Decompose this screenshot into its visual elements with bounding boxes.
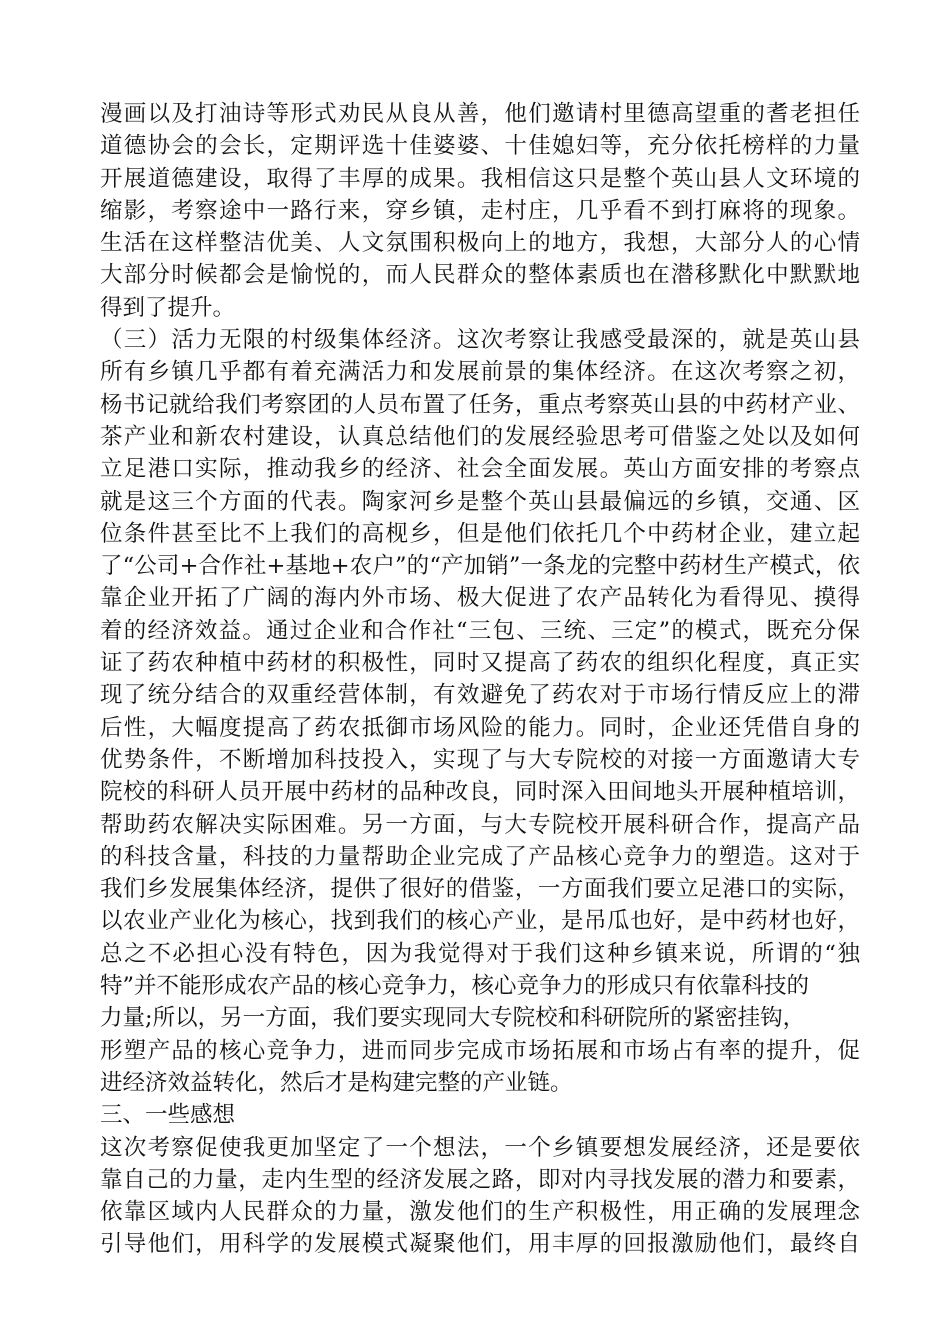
text-line: 着的经济效益。通过企业和合作社“三包、三统、三定”的模式，既充分保 (100, 617, 860, 644)
text-line: 院校的科研人员开展中药材的品种改良，同时深入田间地头开展种植培训， (100, 779, 860, 806)
text-line: 道德协会的会长，定期评选十佳婆婆、十佳媳妇等，充分依托榜样的力量 (100, 133, 860, 160)
text-line: 了“公司+合作社+基地+农户”的“产加销”一条龙的完整中药材生产模式，依 (100, 553, 860, 580)
text-line: 后性，大幅度提高了药农抵御市场风险的能力。同时，企业还凭借自身的 (100, 714, 860, 741)
document-body (100, 98, 860, 1261)
text-line: 这次考察促使我更加坚定了一个想法，一个乡镇要想发展经济，还是要依 (100, 1134, 860, 1161)
text-line: 现了统分结合的双重经营体制，有效避免了药农对于市场行情反应上的滞 (100, 682, 860, 709)
text-line: 缩影，考察途中一路行来，穿乡镇，走村庄，几乎看不到打麻将的现象。 (100, 197, 860, 224)
text-line: 的科技含量，科技的力量帮助企业完成了产品核心竞争力的塑造。这对于 (100, 843, 860, 870)
text-line: 以农业产业化为核心，找到我们的核心产业，是吊瓜也好，是中药材也好， (100, 908, 860, 935)
text-line: 生活在这样整洁优美、人文氛围积极向上的地方，我想，大部分人的心情 (100, 230, 860, 257)
text-line: 优势条件，不断增加科技投入，实现了与大专院校的对接一方面邀请大专 (100, 746, 860, 773)
text-line: 特”并不能形成农产品的核心竞争力，核心竞争力的形成只有依靠科技的 (100, 973, 810, 1000)
text-line: （三）活力无限的村级集体经济。这次考察让我感受最深的，就是英山县 (100, 327, 860, 354)
text-line: 力量;所以，另一方面，我们要实现同大专院校和科研院所的紧密挂钩， (100, 1005, 806, 1032)
text-line: 总之不必担心没有特色，因为我觉得对于我们这种乡镇来说，所谓的“独 (100, 940, 860, 967)
text-line: 帮助药农解决实际困难。另一方面，与大专院校开展科研合作，提高产品 (100, 811, 860, 838)
text-line: 证了药农种植中药材的积极性，同时又提高了药农的组织化程度，真正实 (100, 650, 860, 677)
text-line: 我们乡发展集体经济，提供了很好的借鉴，一方面我们要立足港口的实际， (100, 876, 860, 903)
text-line: 靠企业开拓了广阔的海内外市场、极大促进了农产品转化为看得见、摸得 (100, 585, 860, 612)
text-line: 漫画以及打油诗等形式劝民从良从善，他们邀请村里德高望重的耆老担任 (100, 101, 860, 127)
section-heading: 三、一些感想 (100, 1102, 236, 1129)
text-line: 形塑产品的核心竞争力，进而同步完成市场拓展和市场占有率的提升，促 (100, 1037, 860, 1064)
text-line: 进经济效益转化，然后才是构建完整的产业链。 (100, 1069, 573, 1096)
text-line: 依靠区域内人民群众的力量，激发他们的生产积极性，用正确的发展理念 (100, 1199, 860, 1226)
text-line: 立足港口实际，推动我乡的经济、社会全面发展。英山方面安排的考察点 (100, 456, 860, 483)
text-line: 就是这三个方面的代表。陶家河乡是整个英山县最偏远的乡镇，交通、区 (100, 488, 860, 515)
text-line: 位条件甚至比不上我们的高枧乡，但是他们依托几个中药材企业，建立起 (100, 520, 860, 547)
text-line: 开展道德建设，取得了丰厚的成果。我相信这只是整个英山县人文环境的 (100, 165, 860, 192)
text-line: 靠自己的力量，走内生型的经济发展之路，即对内寻找发展的潜力和要素， (100, 1166, 860, 1193)
text-line: 大部分时候都会是愉悦的，而人民群众的整体素质也在潜移默化中默默地 (100, 262, 860, 289)
text-line: 所有乡镇几乎都有着充满活力和发展前景的集体经济。在这次考察之初， (100, 359, 860, 386)
text-line: 得到了提升。 (100, 294, 236, 321)
text-line: 杨书记就给我们考察团的人员布置了任务，重点考察英山县的中药材产业、 (100, 391, 860, 418)
text-line: 茶产业和新农村建设，认真总结他们的发展经验思考可借鉴之处以及如何 (100, 423, 860, 450)
text-line: 引导他们，用科学的发展模式凝聚他们，用丰厚的回报激励他们，最终自 (100, 1231, 860, 1258)
